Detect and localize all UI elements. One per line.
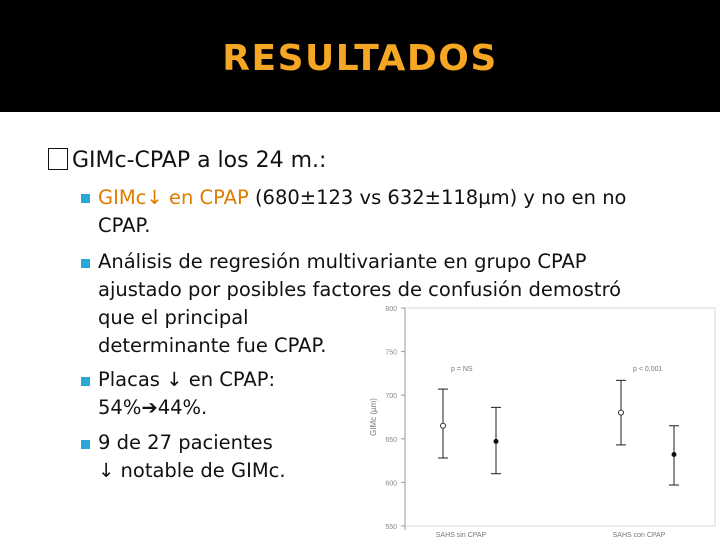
arrow-right-icon: ➔ (141, 396, 158, 419)
missing-glyph-icon (48, 148, 68, 170)
y-tick-label: 550 (385, 524, 397, 531)
arrow-down-icon: ↓ (166, 368, 183, 391)
main-bullet (48, 148, 326, 173)
pct-after: 44%. (157, 396, 208, 419)
bullet-4-line-1: 9 de 27 pacientes (98, 431, 273, 454)
bullet-2-line-4: determinante fue CPAP. (98, 334, 327, 357)
title-bar (0, 0, 720, 112)
bullet-2-line-3: que el principal (98, 306, 249, 329)
slide-title: RESULTADOS (222, 38, 498, 79)
notable-text: notable de GIMc. (114, 459, 286, 482)
y-tick-label: 800 (385, 306, 397, 313)
y-tick-label: 700 (385, 393, 397, 401)
en-cpap-text: en CPAP: (182, 368, 276, 391)
main-bullet-text: GIMc-CPAP a los 24 m.: (72, 148, 327, 173)
arrow-down-icon: ↓ (98, 459, 115, 482)
p-value-annotation: p < 0,001 (633, 365, 663, 373)
bullet-2-line-1: Análisis de regresión multivariante en grupo CPAP (98, 250, 587, 273)
placas-text: Placas (98, 368, 160, 391)
p-value-annotation: p = NS (451, 365, 473, 373)
bullet-3-line-2 (98, 396, 207, 419)
bullet-1-rest: (680±123 vs 632±118µm) y no en no (248, 186, 627, 209)
bullet-1-line-2: CPAP. (98, 214, 151, 237)
y-tick-label: 750 (385, 349, 397, 357)
bullet-4-line-2 (98, 459, 286, 482)
mean-point-filled (494, 439, 499, 444)
en-cpap-highlight: en CPAP (162, 186, 249, 209)
mean-point-open (441, 423, 446, 428)
bullet-square-icon (81, 194, 90, 203)
bullet-square-icon (81, 440, 90, 449)
y-axis-label: GIMc (µm) (369, 398, 378, 436)
bullet-3-line-1 (98, 368, 275, 391)
pct-before: 54% (98, 396, 142, 419)
mean-point-filled (672, 452, 677, 457)
gimc-chart (343, 303, 720, 540)
y-tick-label: 650 (385, 436, 397, 444)
bullet-2-line-2: ajustado por posibles factores de confusión demostró (98, 278, 622, 301)
gimc-highlight: GIMc (98, 186, 147, 209)
bullet-1-line-1 (98, 186, 627, 209)
x-group-label: SAHS sin CPAP (435, 532, 487, 539)
x-group-label: SAHS con CPAP (612, 532, 666, 539)
bullet-square-icon (81, 377, 90, 386)
y-tick-label: 600 (385, 480, 397, 488)
mean-point-open (619, 410, 624, 415)
arrow-down-icon: ↓ (146, 186, 163, 209)
bullet-square-icon (81, 259, 90, 268)
